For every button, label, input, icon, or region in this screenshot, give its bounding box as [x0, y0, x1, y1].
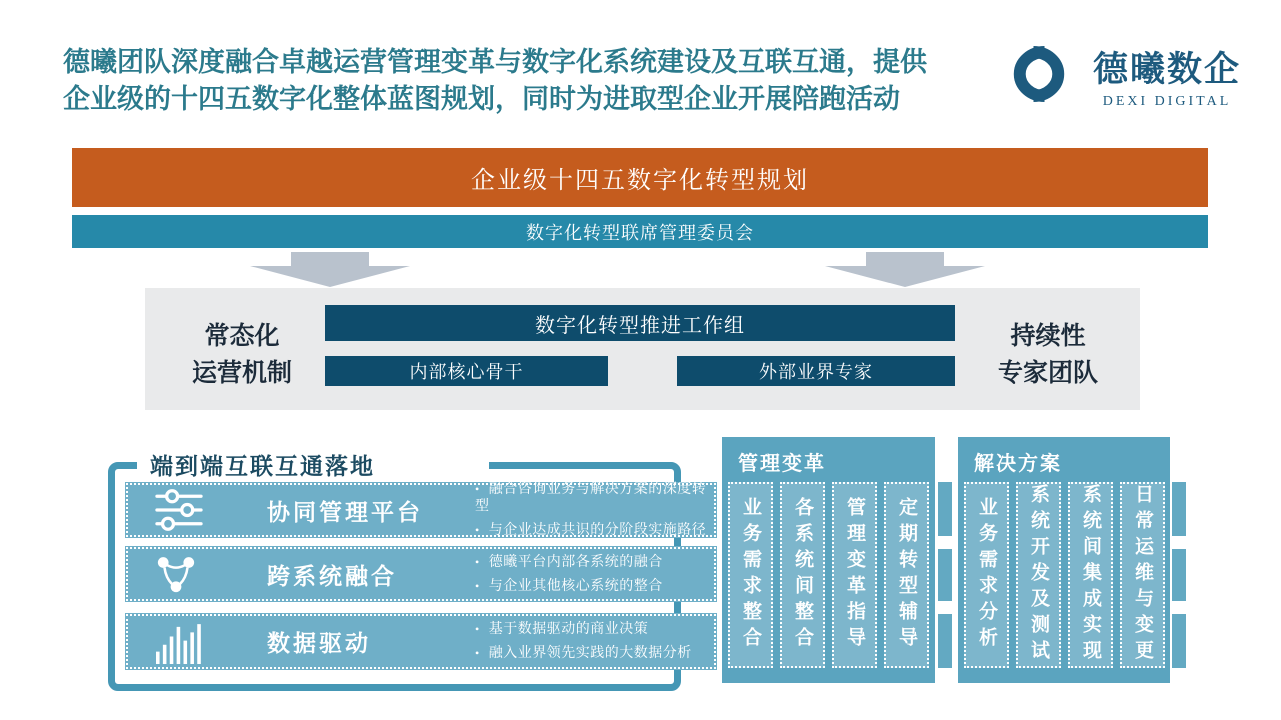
execution-row-cross-system — [125, 546, 717, 602]
internal-core-bar: 内部核心骨干 — [325, 356, 608, 386]
column-label: 管理变革指导 — [844, 497, 865, 653]
row-bullet: • 与企业其他核心系统的整合 — [475, 578, 663, 595]
column-label: 定期转型辅导 — [896, 497, 917, 653]
vertical-column — [884, 482, 929, 668]
execution-row-data-driven — [125, 613, 717, 670]
panel-title: 管理变革 — [738, 453, 826, 475]
connector-strip — [938, 482, 952, 668]
panel-management-change — [722, 437, 935, 683]
logo-name-cn: 德曦数企 — [1092, 50, 1241, 89]
column-label: 业务需求整合 — [740, 497, 761, 653]
label-ops-line-1: 常态化 — [204, 323, 280, 350]
logo — [995, 42, 1241, 110]
vertical-column — [832, 482, 877, 668]
row-bullet: • 融入业界领先实践的大数据分析 — [475, 645, 692, 662]
panel-columns — [964, 482, 1165, 668]
vertical-column — [1120, 482, 1165, 668]
row-title: 协同管理平台 — [267, 499, 423, 525]
label-expert-line-1: 持续性 — [1010, 323, 1086, 350]
row-bullet: • 基于数据驱动的商业决策 — [475, 621, 692, 638]
column-label: 业务需求分析 — [976, 497, 997, 653]
tagline — [63, 44, 993, 118]
row-title: 数据驱动 — [267, 631, 371, 656]
row-bullets — [475, 554, 663, 595]
row-title: 跨系统融合 — [267, 563, 397, 589]
panel-solution — [958, 437, 1170, 683]
row-bullet: • 与企业达成共识的分阶段实施路径 — [475, 522, 717, 539]
row-bullets — [475, 621, 692, 662]
sliders-icon — [153, 488, 209, 532]
panel-columns — [728, 482, 929, 668]
vertical-column — [1068, 482, 1113, 668]
workgroup-bar: 数字化转型推进工作组 — [325, 305, 955, 341]
tagline-line-1: 德曦团队深度融合卓越运营管理变革与数字化系统建设及互联互通，提供 — [63, 47, 927, 77]
execution-title: 端到端互联互通落地 — [150, 454, 375, 479]
column-label: 系统间集成实现 — [1080, 484, 1101, 666]
vertical-column — [780, 482, 825, 668]
column-label: 系统开发及测试 — [1028, 484, 1049, 666]
execution-row-collab-platform — [125, 482, 717, 538]
banner-secondary: 数字化转型联席管理委员会 — [72, 215, 1208, 248]
down-arrow-icon — [825, 252, 985, 287]
logo-mark-icon — [995, 43, 1083, 110]
tagline-line-2: 企业级的十四五数字化整体蓝图规划，同时为进取型企业开展陪跑活动 — [63, 84, 900, 114]
governance-box — [145, 288, 1140, 410]
label-expert-team — [963, 318, 1133, 392]
logo-text — [1093, 42, 1241, 110]
vertical-column — [964, 482, 1009, 668]
column-label: 日常运维与变更 — [1132, 484, 1153, 666]
label-ops-mechanism — [157, 318, 327, 392]
row-bullet: • 德曦平台内部各系统的融合 — [475, 554, 663, 571]
bar-chart-icon — [153, 620, 209, 664]
vertical-column — [728, 482, 773, 668]
panel-title: 解决方案 — [974, 453, 1062, 475]
logo-name-en: DEXI DIGITAL — [1102, 94, 1232, 109]
label-expert-line-2: 专家团队 — [997, 360, 1098, 387]
row-bullets — [475, 481, 717, 539]
down-arrow-icon — [250, 252, 410, 287]
banner-primary: 企业级十四五数字化转型规划 — [72, 148, 1208, 207]
column-label: 各系统间整合 — [792, 497, 813, 653]
connector-strip — [1172, 482, 1186, 668]
network-icon — [153, 553, 209, 595]
vertical-column — [1016, 482, 1061, 668]
external-expert-bar: 外部业界专家 — [677, 356, 955, 386]
row-bullet: • 融合咨询业务与解决方案的深度转型 — [475, 481, 717, 515]
label-ops-line-2: 运营机制 — [191, 360, 292, 387]
